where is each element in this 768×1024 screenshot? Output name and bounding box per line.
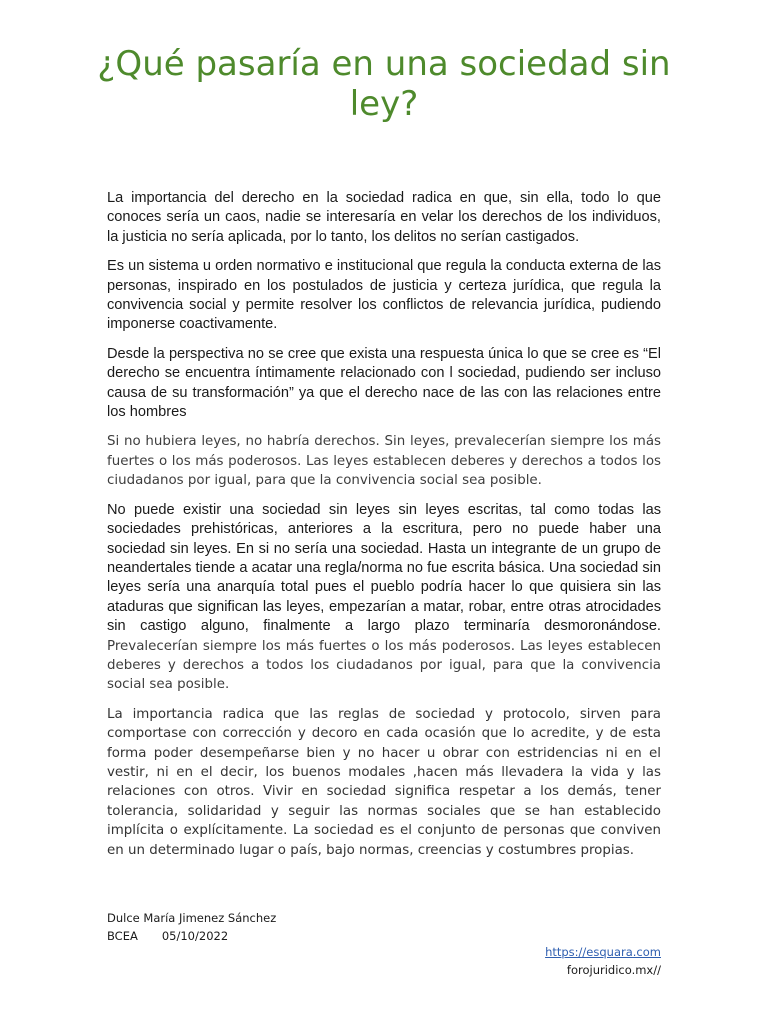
author-group: BCEA bbox=[107, 929, 138, 943]
source-link-esquara[interactable]: https://esquara.com bbox=[545, 945, 661, 959]
document-body bbox=[107, 189, 661, 870]
paragraph-5-main: No puede existir una sociedad sin leyes sin leyes escritas, tal como todas las sociedades prehistóricas, anteriores a la escritura, pero no puede haber una sociedad sin leyes. En si no sería una sociedad. Hasta un integrante de un grupo de neandertales tiende a acatar una regla/norma no fue escrita básica. Una sociedad sin leyes sería una anarquía total pues el pueblo podría hacer lo que quisiera sin las ataduras que significan las leyes, empezarían a matar, robar, entre otras atrocidades sin castigo alguno, finalmente a largo plazo terminaría desmoronándose. bbox=[107, 501, 661, 635]
author-meta bbox=[107, 927, 276, 945]
source-text-forojuridico: forojuridico.mx// bbox=[566, 963, 661, 977]
document-title: ¿Qué pasaría en una sociedad sin ley? bbox=[97, 44, 671, 124]
paragraph-1: La importancia del derecho en la sociedad radica en que, sin ella, todo lo que conoces sería un caos, nadie se interesaría en velar los derechos de los individuos, la justicia no sería aplicada, por lo tanto, los delitos no serían castigados. bbox=[107, 190, 661, 245]
author-date: 05/10/2022 bbox=[161, 929, 229, 943]
paragraph-6: La importancia radica que las reglas de sociedad y protocolo, sirven para comportase con corrección y decoro en cada ocasión que lo acredite, y de esta forma poder desempeñarse bien y no hacer u obrar con estridencias ni en el vestir, ni en el decir, los buenos modales ,hacen más llevadera la vida y las relaciones con otros. Vivir en sociedad significa respetar a los demás, tener tolerancia, solidaridad y seguir las normas sociales que se han establecido implícita o explícitamente. La sociedad es el conjunto de personas que conviven en un determinado lugar o país, bajo normas, creencias y costumbres propias. bbox=[107, 706, 661, 858]
sources-block bbox=[545, 943, 661, 979]
paragraph-4: Si no hubiera leyes, no habría derechos. Sin leyes, prevalecerían siempre los más fuertes o los más poderosos. Las leyes establecen deberes y derechos a todos los ciudadanos por igual, para que la convivencia social sea posible. bbox=[107, 434, 661, 489]
paragraph-5 bbox=[107, 501, 661, 695]
paragraph-5-quote: Prevalecerían siempre los más fuertes o los más poderosos. Las leyes establecen deberes y derechos a todos los ciudadanos por igual, para que la convivencia social sea posible. bbox=[107, 638, 661, 693]
paragraph-3: Desde la perspectiva no se cree que exista una respuesta única lo que se cree es “El derecho se encuentra íntimamente relacionado con l sociedad, pudiendo ser incluso causa de su transformación” ya que el derecho nace de las con las relaciones entre los hombres bbox=[107, 345, 661, 421]
paragraph-2: Es un sistema u orden normativo e institucional que regula la conducta externa de las personas, inspirado en los postulados de justicia y certeza jurídica, que regula la convivencia social y permite resolver los conflictos de relevancia jurídica, pudiendo imponerse coactivamente. bbox=[107, 258, 661, 333]
author-name: Dulce María Jimenez Sánchez bbox=[107, 911, 277, 925]
author-block bbox=[107, 909, 276, 945]
